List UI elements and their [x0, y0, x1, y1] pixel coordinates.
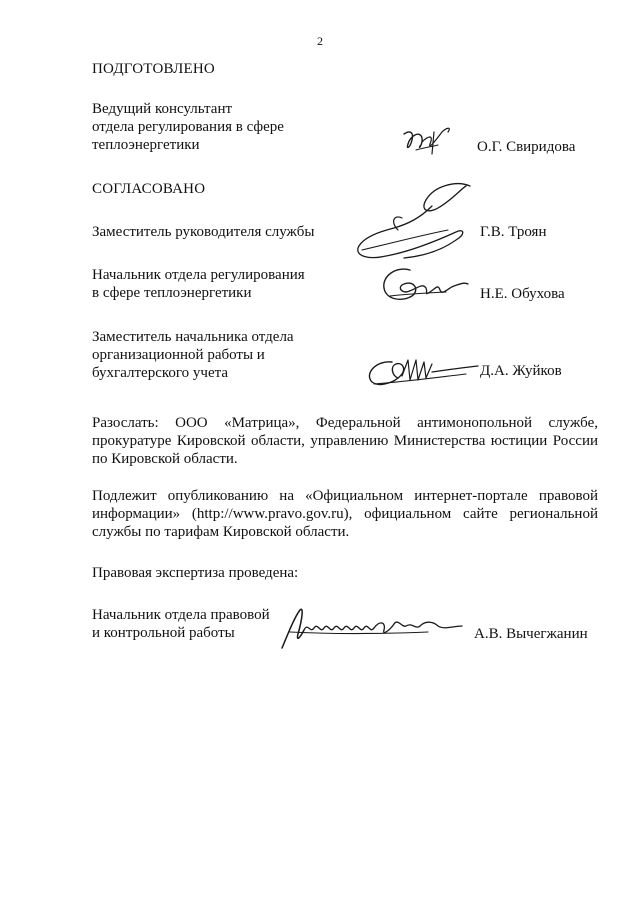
position-line: Заместитель начальника отдела: [92, 329, 294, 345]
legal-review-position: [92, 606, 270, 642]
position-line: отдела регулирования в сфере: [92, 119, 284, 135]
agreed-signer-1-name: Г.В. Троян: [480, 224, 547, 240]
page-number: 2: [317, 34, 323, 48]
prepared-name: О.Г. Свиридова: [477, 139, 576, 155]
signature-sviridova: [396, 120, 460, 164]
legal-review-statement: Правовая экспертиза проведена:: [92, 565, 299, 581]
position-line: в сфере теплоэнергетики: [92, 285, 252, 301]
signature-troyan: [338, 178, 478, 268]
distribution-paragraph: Разослать: ООО «Матрица», Федеральной антимонопольной службе, прокуратуре Кировской области, управлению Министерства юстиции России по Кировской области.: [92, 415, 598, 467]
prepared-position: [92, 100, 284, 154]
position-line: бухгалтерского учета: [92, 365, 229, 381]
position-line: организационной работы и: [92, 347, 265, 363]
agreed-signer-3-position: [92, 328, 294, 382]
position-line: теплоэнергетики: [92, 137, 200, 153]
agreed-signer-3-name: Д.А. Жуйков: [480, 363, 562, 379]
position-line: Ведущий консультант: [92, 101, 233, 117]
legal-review-name: А.В. Вычегжанин: [474, 626, 588, 642]
prepared-heading: ПОДГОТОВЛЕНО: [92, 61, 215, 77]
signature-vychegzhanin: [278, 604, 468, 654]
agreed-signer-2-name: Н.Е. Обухова: [480, 286, 565, 302]
signature-zhuikov: [362, 352, 482, 392]
publication-paragraph: Подлежит опубликованию на «Официальном интернет-портале правовой информации» (http://www.pravo.gov.ru), официальном сайте региональной службы по тарифам Кировской области.: [92, 488, 598, 540]
signature-obukhova: [376, 262, 472, 308]
agreed-signer-2-position: [92, 266, 305, 302]
position-line: и контрольной работы: [92, 625, 235, 641]
position-line: Начальник отдела регулирования: [92, 267, 305, 283]
agreed-heading: СОГЛАСОВАНО: [92, 181, 206, 197]
position-line: Заместитель руководителя службы: [92, 224, 315, 240]
agreed-signer-1-position: [92, 223, 314, 241]
position-line: Начальник отдела правовой: [92, 607, 270, 623]
